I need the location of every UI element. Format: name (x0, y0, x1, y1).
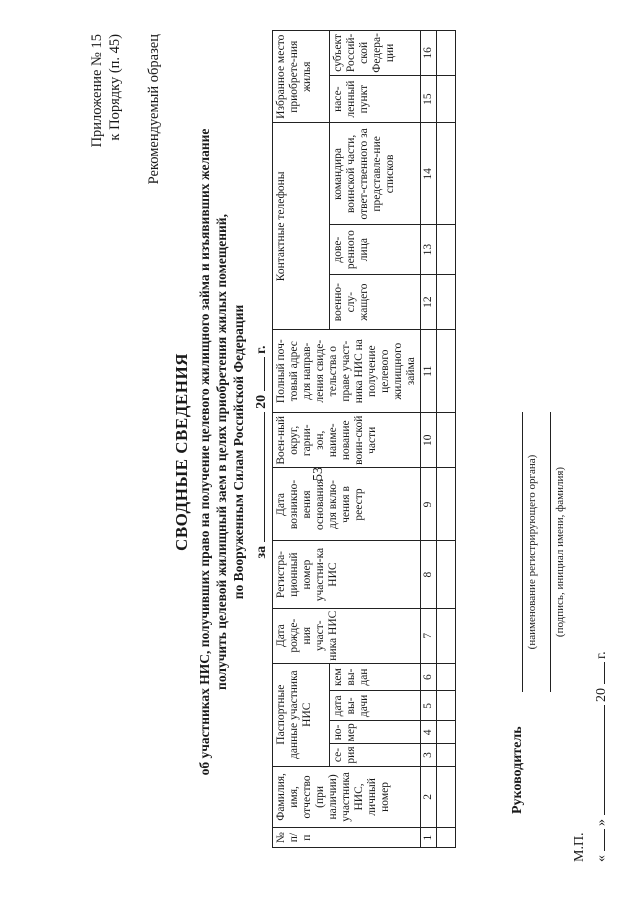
table-cell (437, 541, 456, 608)
day-blank (604, 830, 605, 852)
column-number: 16 (421, 31, 437, 76)
recommended-sample-label: Рекомендуемый образец (146, 34, 162, 185)
header-row-1 (273, 31, 330, 848)
column-number: 15 (421, 75, 437, 123)
table-cell (437, 828, 456, 848)
table-cell (437, 721, 456, 744)
table-cell (437, 225, 456, 275)
table-cell (437, 330, 456, 413)
rotated-form (20, 22, 620, 882)
column-number: 14 (421, 123, 437, 225)
header-postal-address: Полный поч-товый адрес для направ-ления свиде-тельства о праве участ-ника НИС на получение целевого жилищного займа (273, 330, 421, 413)
header-passport-data: Паспортные данные участника НИС (273, 663, 330, 766)
caption-signature: (подпись, инициал имени, фамилия) (554, 466, 566, 638)
column-number: 9 (421, 468, 437, 541)
column-number: 1 (421, 828, 437, 848)
column-number: 10 (421, 413, 437, 468)
table-cell (437, 608, 456, 663)
stamp-place-label: М.П. (572, 832, 587, 862)
table-cell (437, 31, 456, 76)
month-blank (604, 706, 605, 816)
header-row-number: № п/п (273, 828, 421, 848)
document-title: СВОДНЫЕ СВЕДЕНИЯ (172, 353, 191, 551)
header-full-name: Фамилия, имя, отчество (при наличии) участника НИС, личный номер (273, 766, 421, 828)
appendix-number: Приложение № 15 (89, 34, 105, 148)
year-blank (604, 663, 605, 685)
header-birth-date: Дата рожде-ния участ-ника НИС (273, 608, 421, 663)
date-open-quote: « (594, 855, 609, 862)
head-label: Руководитель (510, 726, 525, 814)
table-cell (437, 468, 456, 541)
column-number: 7 (421, 608, 437, 663)
date-close-quote: » (594, 819, 609, 826)
column-number: 2 (421, 766, 437, 828)
header-issue-date: дата вы-дачи (330, 691, 421, 721)
summary-table (272, 30, 456, 848)
table-cell (437, 766, 456, 828)
column-number: 12 (421, 274, 437, 329)
header-settlement: насе-ленный пункт (330, 75, 421, 123)
header-basis-date: Дата возникно-вения основания для вклю-чения в реестр (273, 468, 421, 541)
header-phone-commander: командира воинской части, ответ-ственного за представле-ние списков (330, 123, 421, 225)
header-passport-number: но-мер (330, 721, 421, 744)
column-number: 8 (421, 541, 437, 608)
table-cell (437, 75, 456, 123)
table-cell (437, 274, 456, 329)
period-prefix: за (254, 545, 269, 559)
year-blank (264, 357, 265, 391)
table-cell (437, 663, 456, 691)
signature-line-sign (550, 412, 551, 692)
period-year-prefix: 20 (254, 394, 269, 409)
page-number: 53 (311, 467, 326, 481)
appendix-order-ref: к Порядку (п. 45) (107, 34, 123, 141)
column-number: 11 (421, 330, 437, 413)
header-registration-number: Регистра-ционный номер участни-ка НИС (273, 541, 421, 608)
caption-organization: (наименование регистрирующего органа) (526, 454, 538, 650)
header-military-district: Воен-ный округ, гарни-зон, наиме-нование воин-ской части (273, 413, 421, 468)
table-row (437, 31, 456, 848)
column-number: 5 (421, 691, 437, 721)
column-number: 13 (421, 225, 437, 275)
appendix-reference (88, 34, 124, 147)
date-suffix: г. (594, 651, 609, 659)
column-number: 3 (421, 744, 437, 766)
period-blank (264, 412, 265, 542)
signature-date (594, 651, 610, 862)
column-number-row (421, 31, 437, 848)
period-suffix: г. (254, 345, 269, 354)
header-phone-trustee: дове-ренного лица (330, 225, 421, 275)
signature-line-org (522, 412, 523, 692)
header-issued-by: кем вы-дан (330, 663, 421, 691)
subtitle-line-1: об участниках НИС, получивших право на получение целевого жилищного займа и изъявивших желание (197, 128, 212, 776)
header-housing-place: Избранное место приобрете-ния жилья (273, 31, 330, 123)
table-cell (437, 413, 456, 468)
column-number: 4 (421, 721, 437, 744)
header-federal-subject: субъект Россий-ской Федера-ции (330, 31, 421, 76)
table-cell (437, 744, 456, 766)
subtitle-line-3: по Вооруженным Силам Российской Федерации (231, 304, 246, 600)
date-year-prefix: 20 (594, 688, 609, 702)
header-passport-series: се-рия (330, 744, 421, 766)
column-number: 6 (421, 663, 437, 691)
table-cell (437, 123, 456, 225)
header-phone-serviceman: военно-слу-жащего (330, 274, 421, 329)
report-period (254, 22, 270, 882)
document-subtitle (196, 52, 247, 852)
table-cell (437, 691, 456, 721)
subtitle-line-2: получить целевой жилищный заем в целях приобретения жилых помещений, (214, 214, 229, 690)
header-contact-phones: Контактные телефоны (273, 123, 330, 330)
